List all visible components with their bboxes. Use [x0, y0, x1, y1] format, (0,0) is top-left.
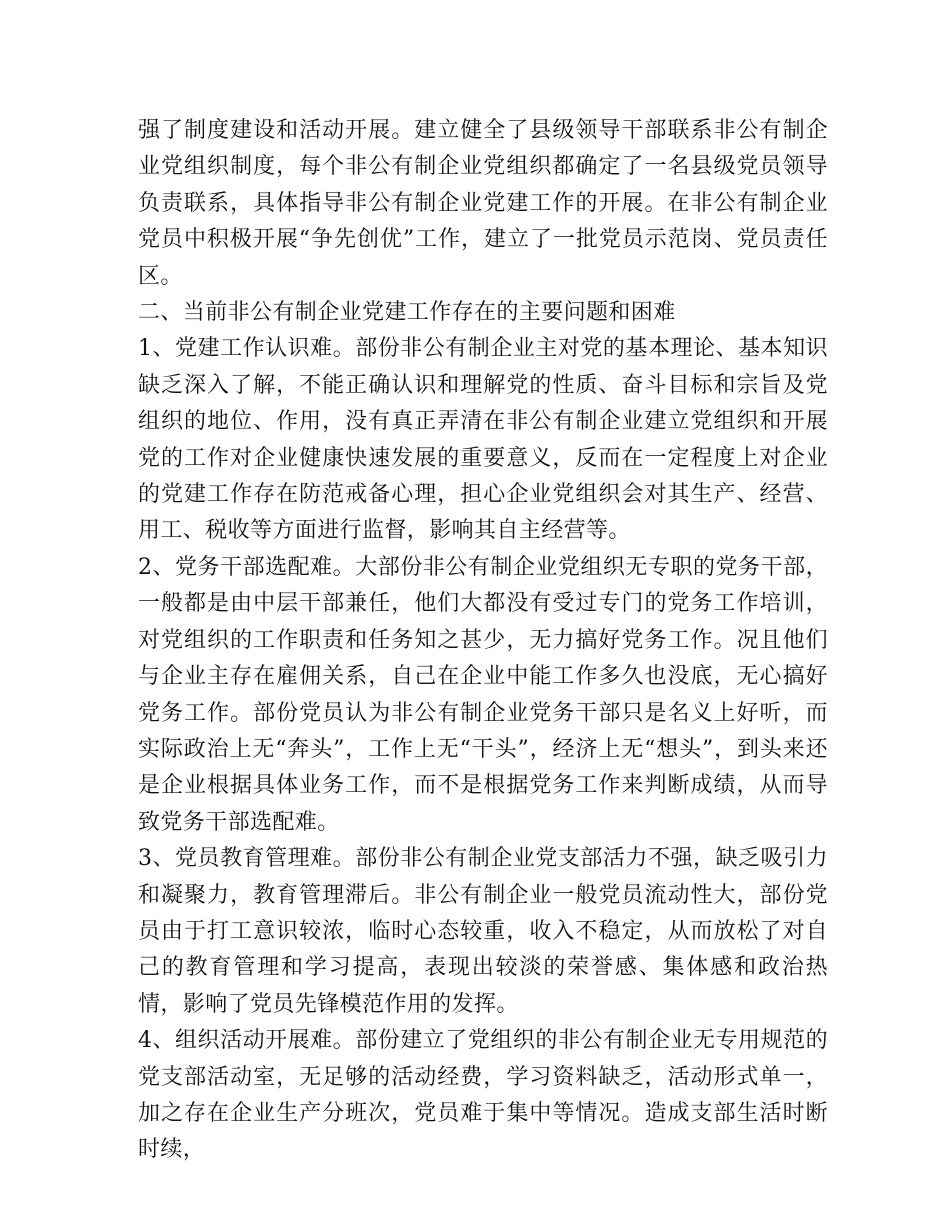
paragraph-intro-continuation: 强了制度建设和活动开展。建立健全了县级领导干部联系非公有制企业党组织制度，每个非公有制企业党组织都确定了一名县级党员领导负责联系，具体指导非公有制企业党建工作的开展。在非公有制企业党员中积极开展“争先创优”工作，建立了一批党员示范岗、党员责任区。 [138, 118, 828, 289]
section-heading-problems: 二、当前非公有制企业党建工作存在的主要问题和困难 [138, 300, 676, 326]
paragraph-item-4: 4、组织活动开展难。部份建立了党组织的非公有制企业无专用规范的党支部活动室，无足够的活动经费，学习资料缺乏，活动形式单一，加之存在企业生产分班次，党员难于集中等情况。造成支部生活时断时续， [138, 1028, 828, 1163]
paragraph-item-3: 3、党员教育管理难。部份非公有制企业党支部活力不强，缺乏吸引力和凝聚力，教育管理滞后。非公有制企业一般党员流动性大，部份党员由于打工意识较浓，临时心态较重，收入不稳定，从而放松了对自己的教育管理和学习提高，表现出较淡的荣誉感、集体感和政治热情，影响了党员先锋模范作用的发挥。 [138, 846, 828, 1017]
document-body [138, 113, 828, 1169]
paragraph-item-1: 1、党建工作认识难。部份非公有制企业主对党的基本理论、基本知识缺乏深入了解，不能正确认识和理解党的性质、奋斗目标和宗旨及党组织的地位、作用，没有真正弄清在非公有制企业建立党组织和开展党的工作对企业健康快速发展的重要意义，反而在一定程度上对企业的党建工作存在防范戒备心理，担心企业党组织会对其生产、经营、用工、税收等方面进行监督，影响其自主经营等。 [138, 336, 828, 544]
paragraph-item-2: 2、党务干部选配难。大部份非公有制企业党组织无专职的党务干部，一般都是由中层干部兼任，他们大都没有受过专门的党务工作培训，对党组织的工作职责和任务知之甚少，无力搞好党务工作。况且他们与企业主存在雇佣关系，自己在企业中能工作多久也没底，无心搞好党务工作。部份党员认为非公有制企业党务干部只是名义上好听，而实际政治上无“奔头”，工作上无“干头”，经济上无“想头”，到头来还是企业根据具体业务工作，而不是根据党务工作来判断成绩，从而导致党务干部选配难。 [138, 554, 828, 835]
